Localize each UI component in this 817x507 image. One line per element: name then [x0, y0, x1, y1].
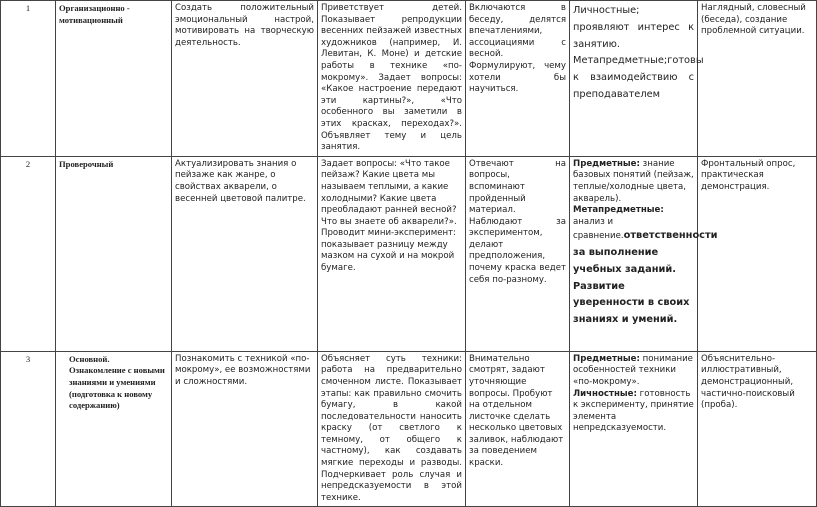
stage-goal: Актуализировать знания о пейзаже как жанре, о свойствах акварели, о весенней цветовой палитре.	[172, 156, 318, 351]
uud-label-personal: Личностные:	[573, 388, 637, 399]
stage-cell	[56, 351, 172, 507]
methods: Объяснительно-иллюстративный, демонстрационный, частично-поисковый (проба).	[698, 351, 817, 507]
methods: Фронтальный опрос, практическая демонстрация.	[698, 156, 817, 351]
table-row	[1, 1, 817, 157]
stage-name: Основной.	[69, 353, 110, 364]
stage-goal: Познакомить с техникой «по-мокрому», ее возможностями и сложностями.	[172, 351, 318, 507]
uud-text-subject: понимание особенностей техники «по-мокрому».	[573, 353, 693, 387]
stage-description: Ознакомление с новыми знаниями и умениями (подготовка к новому содержанию)	[69, 365, 165, 411]
uud-label-subject: Предметные:	[573, 158, 640, 169]
uud-text-subject: знание базовых понятий (пейзаж, теплые/холодные цвета, акварель).	[573, 158, 694, 204]
uud-text-personal: ответственности за выполнение учебных заданий. Развитие уверенности в своих знаниях и умений.	[573, 230, 718, 326]
uud-text-personal: готовность к эксперименту, принятие элемента непредсказуемости.	[573, 388, 694, 434]
methods: Наглядный, словесный (беседа), создание проблемной ситуации.	[698, 1, 817, 157]
teacher-activity: Приветствует детей. Показывает репродукции весенних пейзажей известных художников (например, И. Левитан, К. Моне) и детские работы в технике «по-мокрому». Задает вопросы: «Какое настроение передают эти картины?», «Что особенного вы заметили в этих красках, переходах?». Объявляет тему и цель занятия.	[318, 1, 466, 157]
uud-cell	[570, 156, 718, 351]
uud-label-subject: Предметные:	[573, 353, 640, 364]
stage-name: Проверочный	[56, 156, 172, 351]
uud-text: Личностные; проявляют интерес к занятию. Метапредметные;готовы к взаимодействию с преподавателем	[573, 5, 704, 100]
student-activity: Внимательно смотрят, задают уточняющие вопросы. Пробуют на отдельном листочке сделать несколько цветовых заливок, наблюдают за поведением краски.	[466, 351, 570, 507]
uud-cell	[570, 351, 698, 507]
stage-name: Организационно - мотивационный	[56, 1, 172, 157]
teacher-activity: Задает вопросы: «Что такое пейзаж? Какие цвета мы называем теплыми, а какие холодными? Какие цвета преобладают ранней весной? Что вы знаете об акварели?». Проводит мини-эксперимент: показывает разницу между мазком на сухой и на мокрой бумаге.	[318, 156, 466, 351]
student-activity: Отвечают на вопросы, вспоминают пройденный материал. Наблюдают за экспериментом, делают предположения, почему краска ведет себя по-разному.	[466, 156, 570, 351]
student-activity: Включаются в беседу, делятся впечатлениями, ассоциациями с весной. Формулируют, чему хотели бы научиться.	[466, 1, 570, 157]
uud-cell	[570, 1, 704, 157]
table-row	[1, 156, 817, 351]
uud-text-meta: анализ и сравнение.	[573, 216, 624, 242]
teacher-activity: Объясняет суть техники: работа на предварительно смоченном листе. Показывает этапы: как правильно смочить бумагу, в какой последовательности наносить краску (от светлого к темному, от общего к частному), как создавать мягкие переходы и разводы. Подчеркивает роль случая и непредсказуемости в этой технике.	[318, 351, 466, 507]
stage-number: 2	[1, 156, 56, 351]
uud-label-meta: Метапредметные:	[573, 205, 664, 216]
stage-goal: Создать положительный эмоциональный настрой, мотивировать на творческую деятельность.	[172, 1, 318, 157]
table-row	[1, 351, 817, 507]
stage-number: 3	[1, 351, 56, 507]
stage-number: 1	[1, 1, 56, 157]
